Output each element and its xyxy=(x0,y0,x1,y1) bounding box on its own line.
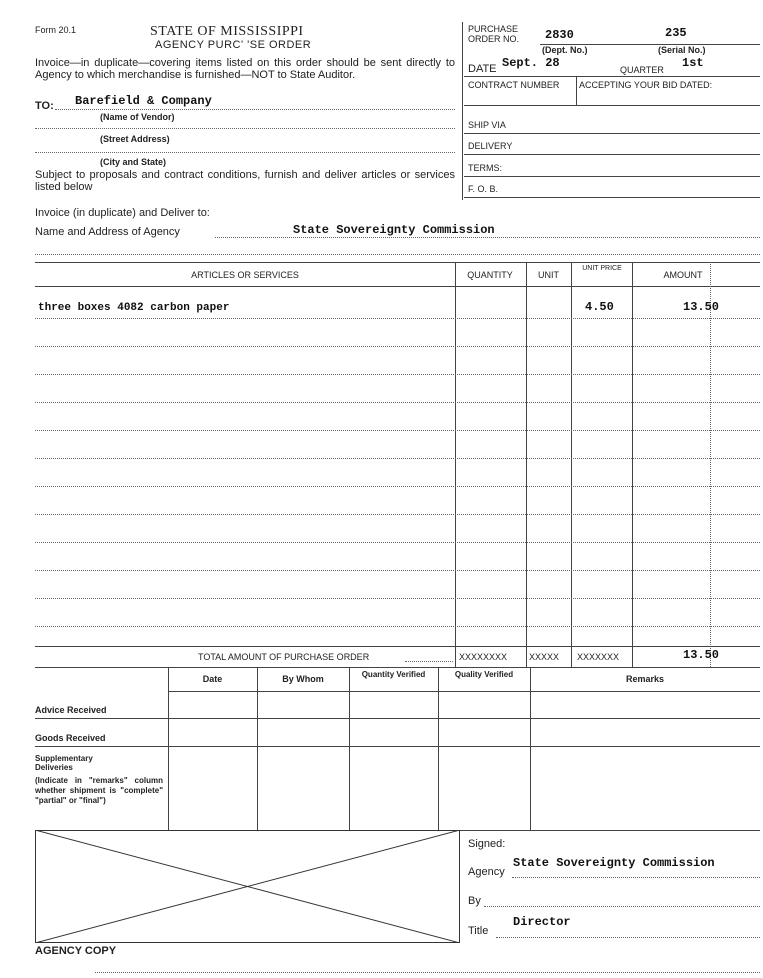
dept-number: 2830 xyxy=(545,28,574,42)
receipt-header-date: Date xyxy=(202,674,223,684)
street-caption: (Street Address) xyxy=(100,134,170,144)
unit-price-header: UNIT PRICE xyxy=(582,265,622,272)
dept-caption: (Dept. No.) xyxy=(542,45,588,55)
receipt-header-remarks: Remarks xyxy=(625,674,665,684)
vendor-name: Barefield & Company xyxy=(75,94,212,108)
vendor-name-caption: (Name of Vendor) xyxy=(100,112,175,122)
receipt-header-quality-verified: Quality Verified xyxy=(454,670,514,679)
supplementary-deliveries-label: Supplementary Deliveries xyxy=(35,754,93,772)
receipt-header-quantity-verified: Quantity Verified xyxy=(361,670,426,679)
articles-header: ARTICLES OR SERVICES xyxy=(191,270,299,280)
city-caption: (City and State) xyxy=(100,157,167,167)
fob-label: F. O. B. xyxy=(468,184,499,194)
quarter-value: 1st xyxy=(682,56,704,70)
form-subtitle: AGENCY PURC' 'SE ORDER xyxy=(155,39,312,51)
quarter-label: QUARTER xyxy=(620,65,664,75)
item-unit-price: 4.50 xyxy=(585,300,614,314)
serial-caption: (Serial No.) xyxy=(658,45,706,55)
ship-via-label: SHIP VIA xyxy=(468,120,506,130)
title-label: Title xyxy=(468,925,489,937)
subject-text: Subject to proposals and contract conditions, furnish and deliver articles or services listed below xyxy=(35,169,455,193)
date-label: DATE xyxy=(468,63,497,75)
total-label: TOTAL AMOUNT OF PURCHASE ORDER xyxy=(198,652,370,662)
amount-header: AMOUNT xyxy=(663,270,703,280)
contract-number-label: CONTRACT NUMBER xyxy=(468,80,560,90)
title-value: Director xyxy=(513,915,571,929)
quantity-header: QUANTITY xyxy=(467,270,513,280)
total-unit-x: XXXXX xyxy=(529,652,560,662)
total-quantity-x: XXXXXXXX xyxy=(459,652,508,662)
serial-number: 235 xyxy=(665,26,687,40)
signature-agency-label: Agency xyxy=(468,866,505,878)
item-description: three boxes 4082 carbon paper xyxy=(38,302,230,314)
form-title: STATE OF MISSISSIPPI xyxy=(150,24,304,39)
signature-agency-value: State Sovereignty Commission xyxy=(513,856,715,870)
accepting-bid-label: ACCEPTING YOUR BID DATED: xyxy=(579,80,713,90)
by-label: By xyxy=(468,895,481,907)
invoice-deliver-line: Invoice (in duplicate) and Deliver to: xyxy=(35,207,210,219)
receipt-header-by-whom: By Whom xyxy=(282,674,324,684)
deliver-agency: State Sovereignty Commission xyxy=(293,223,495,237)
total-price-x: XXXXXXX xyxy=(577,652,620,662)
agency-copy-label: AGENCY COPY xyxy=(35,945,117,957)
delivery-label: DELIVERY xyxy=(468,141,513,151)
date-value: Sept. 28 xyxy=(502,56,560,70)
form-number: Form 20.1 xyxy=(35,25,77,35)
to-label: TO: xyxy=(35,100,54,112)
item-amount: 13.50 xyxy=(683,300,720,314)
invoice-instructions: Invoice—in duplicate—covering items listed on this order should be sent directly to Agency to which merchandise is furnished—NOT to State Auditor. xyxy=(35,57,455,81)
unit-header: UNIT xyxy=(538,270,559,280)
advice-received-label: Advice Received xyxy=(35,705,107,715)
terms-label: TERMS: xyxy=(468,163,503,173)
signed-label: Signed: xyxy=(468,838,506,850)
total-amount: 13.50 xyxy=(683,648,720,662)
po-label: PURCHASE ORDER NO. xyxy=(468,24,520,44)
agency-name-label: Name and Address of Agency xyxy=(35,226,180,238)
goods-received-label: Goods Received xyxy=(35,733,106,743)
crossed-out-box xyxy=(35,830,460,943)
remarks-instructions: (Indicate in "remarks" column whether shipment is "complete" "partial" or "final") xyxy=(35,776,163,805)
